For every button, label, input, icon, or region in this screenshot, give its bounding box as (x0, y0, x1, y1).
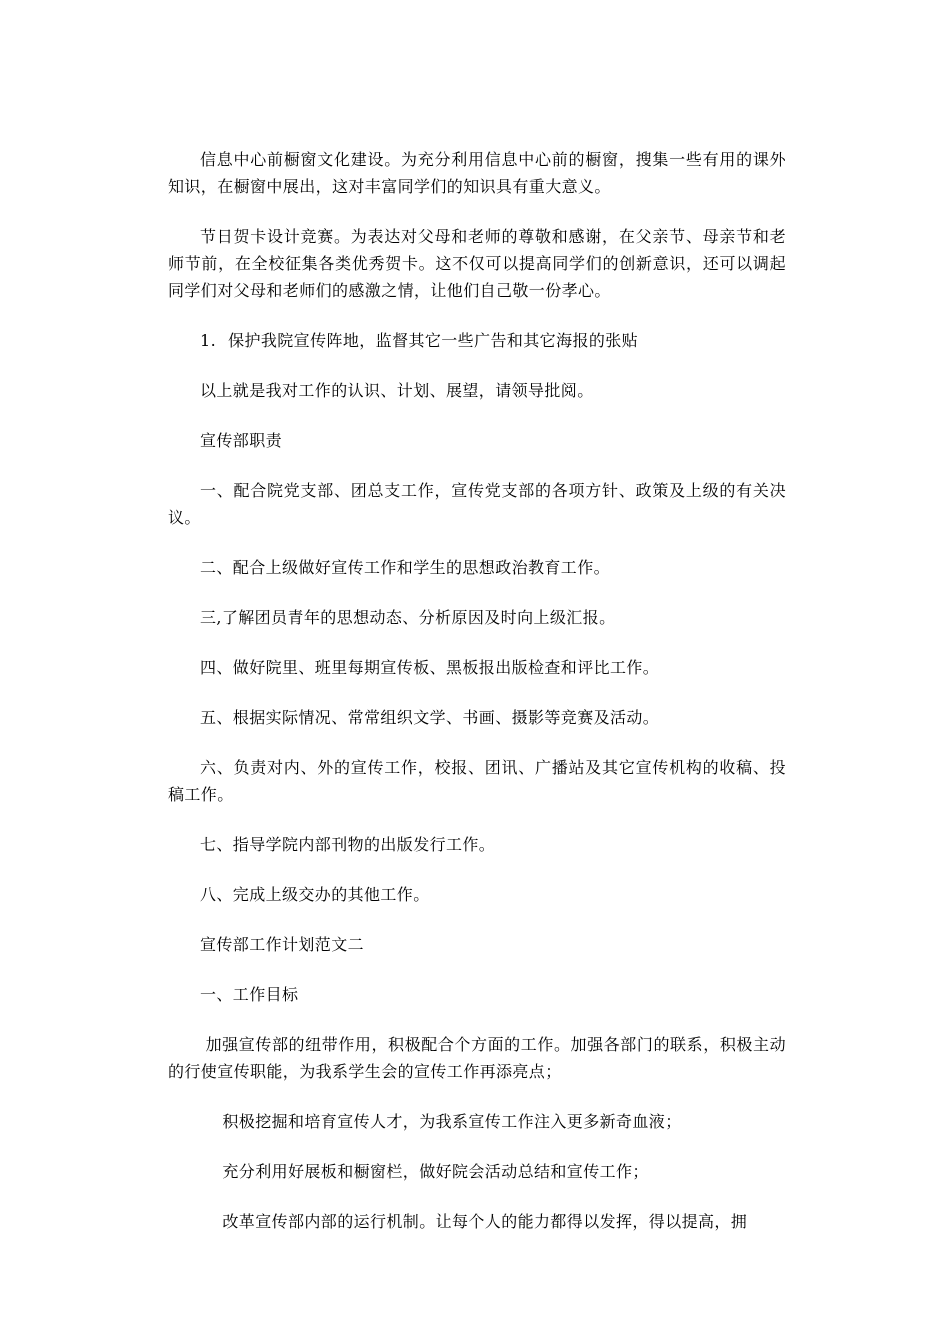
paragraph-greeting-card-contest: 节日贺卡设计竞赛。为表达对父母和老师的尊敬和感谢，在父亲节、母亲节和老师节前，在全校征集各类优秀贺卡。这不仅可以提高同学们的创新意识，还可以调起同学们对父母和老师们的感激之情，让他们自己敬一份孝心。 (168, 227, 786, 300)
duty-item-3: 三,了解团员青年的思想动态、分析原因及时向上级汇报。 (200, 608, 616, 627)
goal-paragraph-1: 加强宣传部的纽带作用，积极配合个方面的工作。加强各部门的联系，积极主动的行使宣传职能，为我系学生会的宣传工作再添亮点； (168, 1035, 786, 1081)
duty-item-6: 六、负责对内、外的宣传工作，校报、团讯、广播站及其它宣传机构的收稿、投稿工作。 (168, 758, 786, 804)
duty-item-4: 四、做好院里、班里每期宣传板、黑板报出版检查和评比工作。 (200, 658, 660, 677)
duty-item-8: 八、完成上级交办的其他工作。 (200, 885, 430, 904)
duty-item-2: 二、配合上级做好宣传工作和学生的思想政治教育工作。 (200, 558, 611, 577)
list-item-text: 保护我院宣传阵地，监督其它一些广告和其它海报的张贴 (228, 331, 639, 350)
document-body (168, 146, 786, 1258)
duty-item-5: 五、根据实际情况、常常组织文学、书画、摄影等竞赛及活动。 (200, 708, 660, 727)
section-title-duties: 宣传部职责 (200, 431, 283, 450)
list-item-number: 1. (200, 331, 217, 350)
sample-title: 宣传部工作计划范文二 (200, 935, 365, 954)
goal-heading: 一、工作目标 (200, 985, 299, 1004)
goal-paragraph-2: 积极挖掘和培育宣传人才，为我系宣传工作注入更多新奇血液； (222, 1112, 682, 1131)
goal-paragraph-3: 充分利用好展板和橱窗栏，做好院会活动总结和宣传工作； (222, 1162, 649, 1181)
paragraph-window-culture: 信息中心前橱窗文化建设。为充分利用信息中心前的橱窗，搜集一些有用的课外知识，在橱窗中展出，这对丰富同学们的知识具有重大意义。 (168, 150, 786, 196)
duty-item-7: 七、指导学院内部刊物的出版发行工作。 (200, 835, 496, 854)
paragraph-closing-request: 以上就是我对工作的认识、计划、展望，请领导批阅。 (200, 381, 594, 400)
goal-paragraph-4: 改革宣传部内部的运行机制。让每个人的能力都得以发挥，得以提高，拥 (222, 1212, 748, 1231)
list-item-protect-publicity (168, 327, 786, 354)
duty-item-1: 一、配合院党支部、团总支工作，宣传党支部的各项方针、政策及上级的有关决议。 (168, 481, 786, 527)
